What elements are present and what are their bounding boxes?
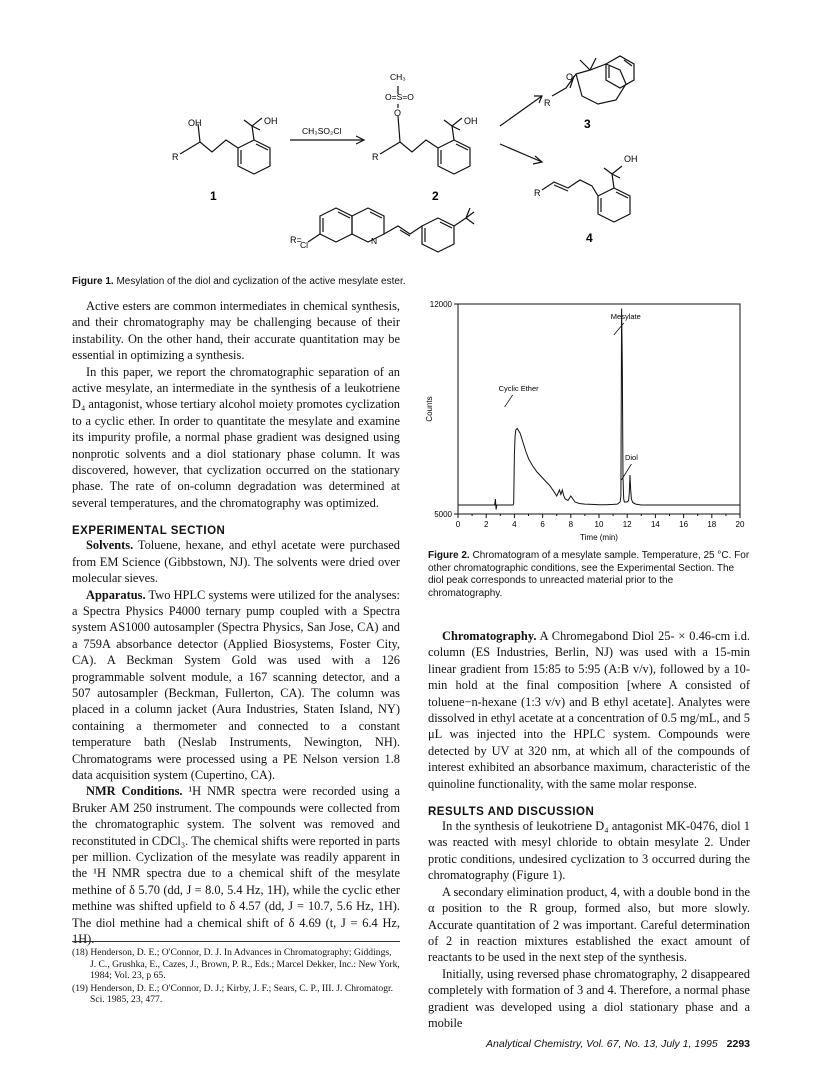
compound-4-label: 4 xyxy=(586,231,593,245)
figure-1-text: Mesylation of the diol and cyclization of the active mesylate ester. xyxy=(116,276,406,287)
figure-1-label: Figure 1. xyxy=(72,276,114,287)
label-r-4: R xyxy=(534,188,541,198)
x-tick-label: 6 xyxy=(540,520,545,529)
figure-2-text: Chromatogram of a mesylate sample. Temperature, 25 °C. For other chromatographic conditions, see the Experimental Section. The diol peak corresponds to unreacted material prior to the chromatography. xyxy=(428,550,750,599)
label-r-1: R xyxy=(172,152,179,162)
results-paragraph-3: Initially, using reversed phase chromatography, 2 disappeared completely with formation of 3 and 4. Therefore, a normal phase gradient was developed using a diol stationary phase and a mobile xyxy=(428,966,750,1030)
page-number: 2293 xyxy=(726,1038,750,1050)
x-tick-label: 4 xyxy=(512,520,517,529)
compound-3-label: 3 xyxy=(584,117,591,131)
label-oh-4: OH xyxy=(624,154,638,164)
footnote-rule xyxy=(72,941,400,942)
chromatogram-trace xyxy=(458,309,740,510)
nmr-lead: NMR Conditions. xyxy=(86,784,183,799)
page-footer xyxy=(380,1038,750,1050)
intro-paragraph-1: Active esters are common intermediates in chemical synthesis, and their chromatography may be challenging because of their instability. On the other hand, their accurate quantitation may be essential in optimizing a synthesis. xyxy=(72,299,400,363)
y-axis-label: Counts xyxy=(425,396,434,422)
peak-annotation: Cyclic Ether xyxy=(498,384,539,393)
x-tick-label: 12 xyxy=(622,520,632,529)
compound-2-label: 2 xyxy=(432,189,439,203)
reference-19: (19) Henderson, D. E.; O'Connor, D. J.; Kirby, J. F.; Sears, C. P., III. J. Chromatogr. Sci. 1985, 23, 477. xyxy=(72,982,394,1006)
reference-18: (18) Henderson, D. E.; O'Connor, D. J. In Advances in Chromatography; Giddings, J. C., Grushka, E., Cazes, J., Brown, P. R., Eds.; Marcel Dekker, Inc.: New York, 1984; Vol. 23, p 65. xyxy=(72,947,400,982)
x-tick-label: 20 xyxy=(735,520,745,529)
solvents-text: Toluene, hexane, and ethyl acetate were purchased from EM Science (Gibbstown, NJ). The solvents were dried over molecular sieves. xyxy=(72,538,400,586)
label-r-3: R xyxy=(544,98,551,108)
apparatus-text: Two HPLC systems were utilized for the analyses: a Spectra Physics P4000 ternary pump coupled with a Spectra system AS1000 autosampler (Spectra Physics, San Jose, CA) and a 759A absorbance detector (Applied Biosystems, Foster City, CA). A Beckman System Gold was used with a 126 programmable solvent module, a 167 scanning detector, and a 507 autosampler (Beckman, Fullerton, CA). The column was placed in a column jacket (Aura Industries, Staten Island, NY) containing a thermometer and connected to a constant temperature bath (Neslab Instruments, Newington, NH). Chromatograms were processed using a PE Nelson version 1.8 data acquisition system (Cupertino, CA). xyxy=(72,587,400,782)
label-ch3: CH₃ xyxy=(390,72,406,82)
chromatography-paragraph xyxy=(428,628,750,792)
solvents-paragraph xyxy=(72,537,400,586)
x-tick-label: 14 xyxy=(650,520,660,529)
results-paragraph-2: A secondary elimination product, 4, with a double bond in the α position to the R group, formed also, but more slowly. Accurate quantitation of 2 was important. Careful determination of 2 in reaction mixtures established the exact amount of reactants to be used in the next step of the synthesis. xyxy=(428,884,750,965)
label-r-2: R xyxy=(372,152,379,162)
y-tick-label: 5000 xyxy=(434,510,452,519)
x-tick-label: 16 xyxy=(679,520,689,529)
reaction-scheme xyxy=(150,36,670,276)
right-column xyxy=(428,628,750,1031)
results-heading: RESULTS AND DISCUSSION xyxy=(428,806,595,819)
references xyxy=(72,947,400,1007)
experimental-heading: EXPERIMENTAL SECTION xyxy=(72,525,226,538)
label-n: N xyxy=(371,236,378,246)
apparatus-paragraph xyxy=(72,587,400,784)
annotation-leader xyxy=(505,395,513,407)
label-oh-1a: OH xyxy=(188,118,202,128)
peak-annotation: Mesylate xyxy=(610,312,641,321)
y-tick-label: 12000 xyxy=(429,300,452,309)
x-tick-label: 2 xyxy=(483,520,489,529)
reagent-label: CH₃SO₂Cl xyxy=(302,126,342,136)
compound-1-label: 1 xyxy=(210,189,217,203)
x-tick-label: 18 xyxy=(707,520,717,529)
label-r-eq: R= xyxy=(290,235,302,245)
plot-frame xyxy=(458,304,740,514)
nmr-text: ¹H NMR spectra were recorded using a Bruker AM 250 instrument. The compounds were collected from the chromatographic system. The solvent was removed and reconstituted in CDCl₃. The chemical shifts were reported in parts per million. Cyclization of the mesylate was readily apparent in the ¹H NMR spectra due to a chemical shift of the mesylate methine of δ 5.70 (dd, J = 8.0, 5.4 Hz, 1H), while the cyclic ether methine was shifted upfield to δ 4.57 (dd, J = 10.7, 5.6 Hz, 1H). The diol methine had a chemical shift of δ 4.69 (t, J = 6.4 Hz, 1H). xyxy=(72,784,400,947)
x-tick-label: 10 xyxy=(594,520,604,529)
chromatography-text: A Chromegabond Diol 25- × 0.46-cm i.d. column (ES Industries, Berlin, NJ) was used with a 15-min linear gradient from 15:85 to 5:95 (A:B v/v), followed by a 10-min hold at the final composition [where A consisted of toluene−n-hexane (1:3 v/v) and B ethyl acetate]. Analytes were dissolved in ethyl acetate at a concentration of 0.5 mg/mL, and 5 μL was injected into the HPLC system. Compounds were detected by UV at 320 nm, at which all of the compounds of interest exhibited an absorbance maximum, characteristic of the quinoline functionality, with the same molar response. xyxy=(428,629,750,791)
label-oh-2: OH xyxy=(464,116,478,126)
figure-1-caption xyxy=(72,276,752,289)
figure-2-label: Figure 2. xyxy=(428,550,470,561)
intro-paragraph-2: In this paper, we report the chromatographic separation of an active mesylate, an intermediate in the synthesis of a leukotriene D₄ antagonist, whose tertiary alcohol moiety promotes cyclization to a cyclic ether. In order to quantitate the mesylate and examine its impurity profile, a normal phase gradient was designed using nonprotic solvents and a diol stationary phase column. It was discovered, however, that cyclization occurred on the stationary phase. The rate of on-column degradation was determined at several temperatures, and the chromatography was optimized. xyxy=(72,364,400,510)
chromatogram-chart xyxy=(412,296,752,548)
label-o-3: O xyxy=(566,72,574,82)
label-o-2: O xyxy=(394,108,402,118)
x-axis-label: Time (min) xyxy=(580,533,618,542)
label-cl: Cl xyxy=(300,240,309,250)
left-column xyxy=(72,298,400,947)
x-tick-label: 8 xyxy=(568,520,574,529)
results-paragraph-1: In the synthesis of leukotriene D₄ antagonist MK-0476, diol 1 was reacted with mesyl chloride to obtain mesylate 2. Under protic conditions, undesired cyclization to 3 occurred during the chromatography (Figure 1). xyxy=(428,819,750,883)
figure-2-caption xyxy=(428,550,750,600)
journal-citation: Analytical Chemistry, Vol. 67, No. 13, July 1, 1995 xyxy=(486,1038,718,1050)
apparatus-lead: Apparatus. xyxy=(86,587,146,602)
label-oh-1b: OH xyxy=(264,116,278,126)
x-tick-label: 0 xyxy=(455,520,461,529)
label-oso: O=S=O xyxy=(385,92,414,102)
peak-annotation: Diol xyxy=(624,453,638,462)
nmr-paragraph xyxy=(72,783,400,947)
solvents-lead: Solvents. xyxy=(86,538,134,553)
chromatography-lead: Chromatography. xyxy=(442,629,537,643)
